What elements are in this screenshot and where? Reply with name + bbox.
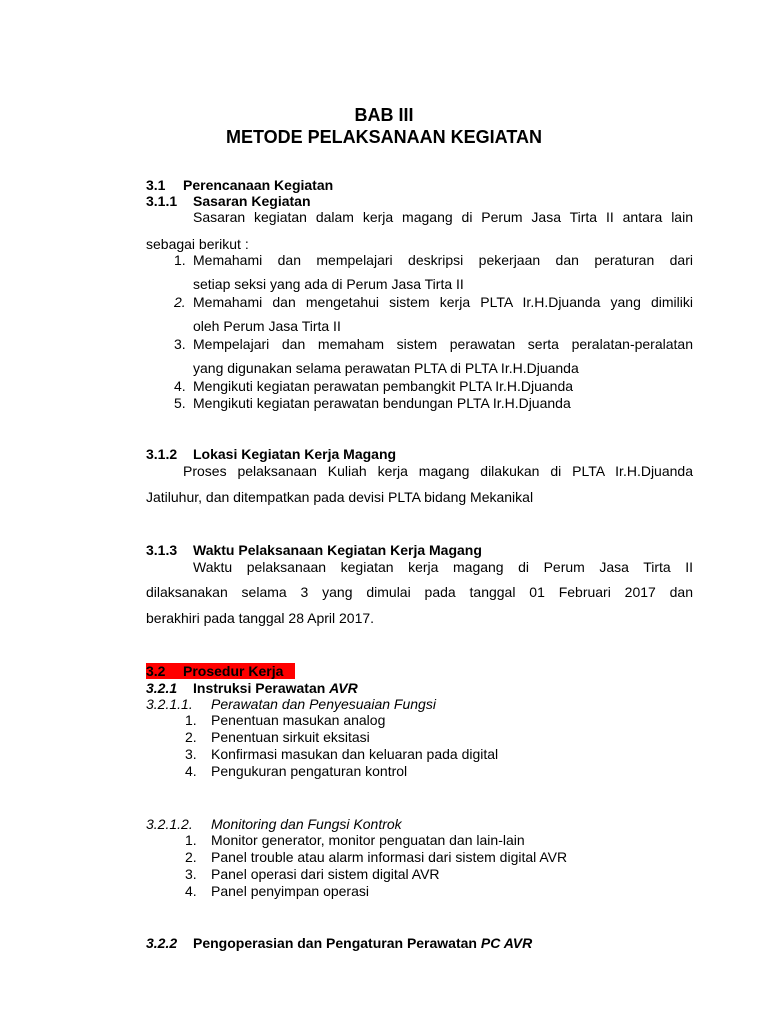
- section-3-2-number: 3.2: [146, 663, 166, 679]
- chapter-number: BAB III: [354, 105, 414, 125]
- list-item-number: 2.: [185, 729, 197, 745]
- list-item-number: 4.: [185, 883, 197, 899]
- section-3-1-1-number: 3.1.1: [146, 193, 178, 209]
- list-item-number: 2.: [185, 849, 197, 865]
- section-3-1-2-number: 3.1.2: [146, 446, 178, 462]
- list-item-text: Konfirmasi masukan dan keluaran pada digital: [211, 746, 499, 762]
- list-item-text: Mempelajari dan memaham sistem perawatan serta peralatan-peralatan: [193, 336, 693, 352]
- list-item-number: 2.: [174, 294, 186, 310]
- section-3-1-3-number: 3.1.3: [146, 542, 178, 558]
- section-3-2-title: Prosedur Kerja: [183, 663, 284, 679]
- list-item-text: Penentuan masukan analog: [211, 712, 386, 728]
- paragraph-line: Proses pelaksanaan Kuliah kerja magang dilakukan di PLTA Ir.H.Djuanda: [183, 463, 693, 479]
- list-item-number: 3.: [174, 336, 186, 352]
- list-item-text: yang digunakan selama perawatan PLTA di PLTA Ir.H.Djuanda: [193, 360, 579, 376]
- paragraph-line: Waktu pelaksanaan kegiatan kerja magang di Perum Jasa Tirta II: [193, 559, 693, 575]
- list-item-text: Panel trouble atau alarm informasi dari sistem digital AVR: [211, 849, 568, 865]
- section-3-1-title: Perencanaan Kegiatan: [183, 177, 334, 193]
- list-item-text: Mengikuti kegiatan perawatan bendungan PLTA Ir.H.Djuanda: [193, 395, 571, 411]
- list-item-number: 3.: [185, 866, 197, 882]
- paragraph-line: Jatiluhur, dan ditempatkan pada devisi PLTA bidang Mekanikal: [146, 489, 534, 505]
- paragraph-line: berakhiri pada tanggal 28 April 2017.: [146, 610, 375, 626]
- list-item-text: Memahami dan mempelajari deskripsi pekerjaan dan peraturan dari: [193, 252, 693, 268]
- subsection-3-2-1-1-number: 3.2.1.1.: [146, 696, 193, 712]
- section-3-1-2-title: Lokasi Kegiatan Kerja Magang: [193, 446, 397, 462]
- list-item-number: 1.: [185, 832, 197, 848]
- list-item-text: Memahami dan mengetahui sistem kerja PLTA Ir.H.Djuanda yang dimiliki: [193, 294, 693, 310]
- list-item-text: setiap seksi yang ada di Perum Jasa Tirta II: [193, 276, 464, 292]
- list-item-text: Penentuan sirkuit eksitasi: [211, 729, 370, 745]
- list-item-text: Panel penyimpan operasi: [211, 883, 369, 899]
- section-3-2-1-number: 3.2.1: [146, 680, 178, 696]
- list-item-number: 3.: [185, 746, 197, 762]
- list-item-text: oleh Perum Jasa Tirta II: [193, 318, 341, 334]
- section-3-2-1-title: Instruksi Perawatan AVR: [193, 680, 358, 696]
- list-item-number: 5.: [174, 395, 186, 411]
- list-item-text: Monitor generator, monitor penguatan dan lain-lain: [211, 832, 525, 848]
- paragraph-line: dilaksanakan selama 3 yang dimulai pada tanggal 01 Februari 2017 dan: [146, 584, 693, 600]
- subsection-3-2-1-2-number: 3.2.1.2.: [146, 816, 193, 832]
- subsection-3-2-1-1-title: Perawatan dan Penyesuaian Fungsi: [211, 696, 436, 712]
- list-item-number: 4.: [185, 763, 197, 779]
- section-3-2-2-number: 3.2.2: [146, 935, 178, 951]
- list-item-number: 1.: [174, 252, 186, 268]
- list-item-number: 1.: [185, 712, 197, 728]
- section-3-1-3-title: Waktu Pelaksanaan Kegiatan Kerja Magang: [193, 542, 482, 558]
- list-item-text: Pengukuran pengaturan kontrol: [211, 763, 408, 779]
- paragraph-line: sebagai berikut :: [146, 236, 249, 252]
- subsection-3-2-1-2-title: Monitoring dan Fungsi Kontrok: [211, 816, 402, 832]
- list-item-text: Mengikuti kegiatan perawatan pembangkit PLTA Ir.H.Djuanda: [193, 378, 574, 394]
- section-3-1-1-title: Sasaran Kegiatan: [193, 193, 311, 209]
- list-item-number: 4.: [174, 378, 186, 394]
- chapter-title: METODE PELAKSANAAN KEGIATAN: [225, 127, 542, 147]
- section-3-2-2-title: Pengoperasian dan Pengaturan Perawatan PC AVR: [193, 935, 533, 951]
- section-3-2-heading-highlight: [146, 663, 295, 679]
- paragraph-line: Sasaran kegiatan dalam kerja magang di Perum Jasa Tirta II antara lain: [193, 209, 693, 225]
- section-3-1-number: 3.1: [146, 177, 166, 193]
- list-item-text: Panel operasi dari sistem digital AVR: [211, 866, 440, 882]
